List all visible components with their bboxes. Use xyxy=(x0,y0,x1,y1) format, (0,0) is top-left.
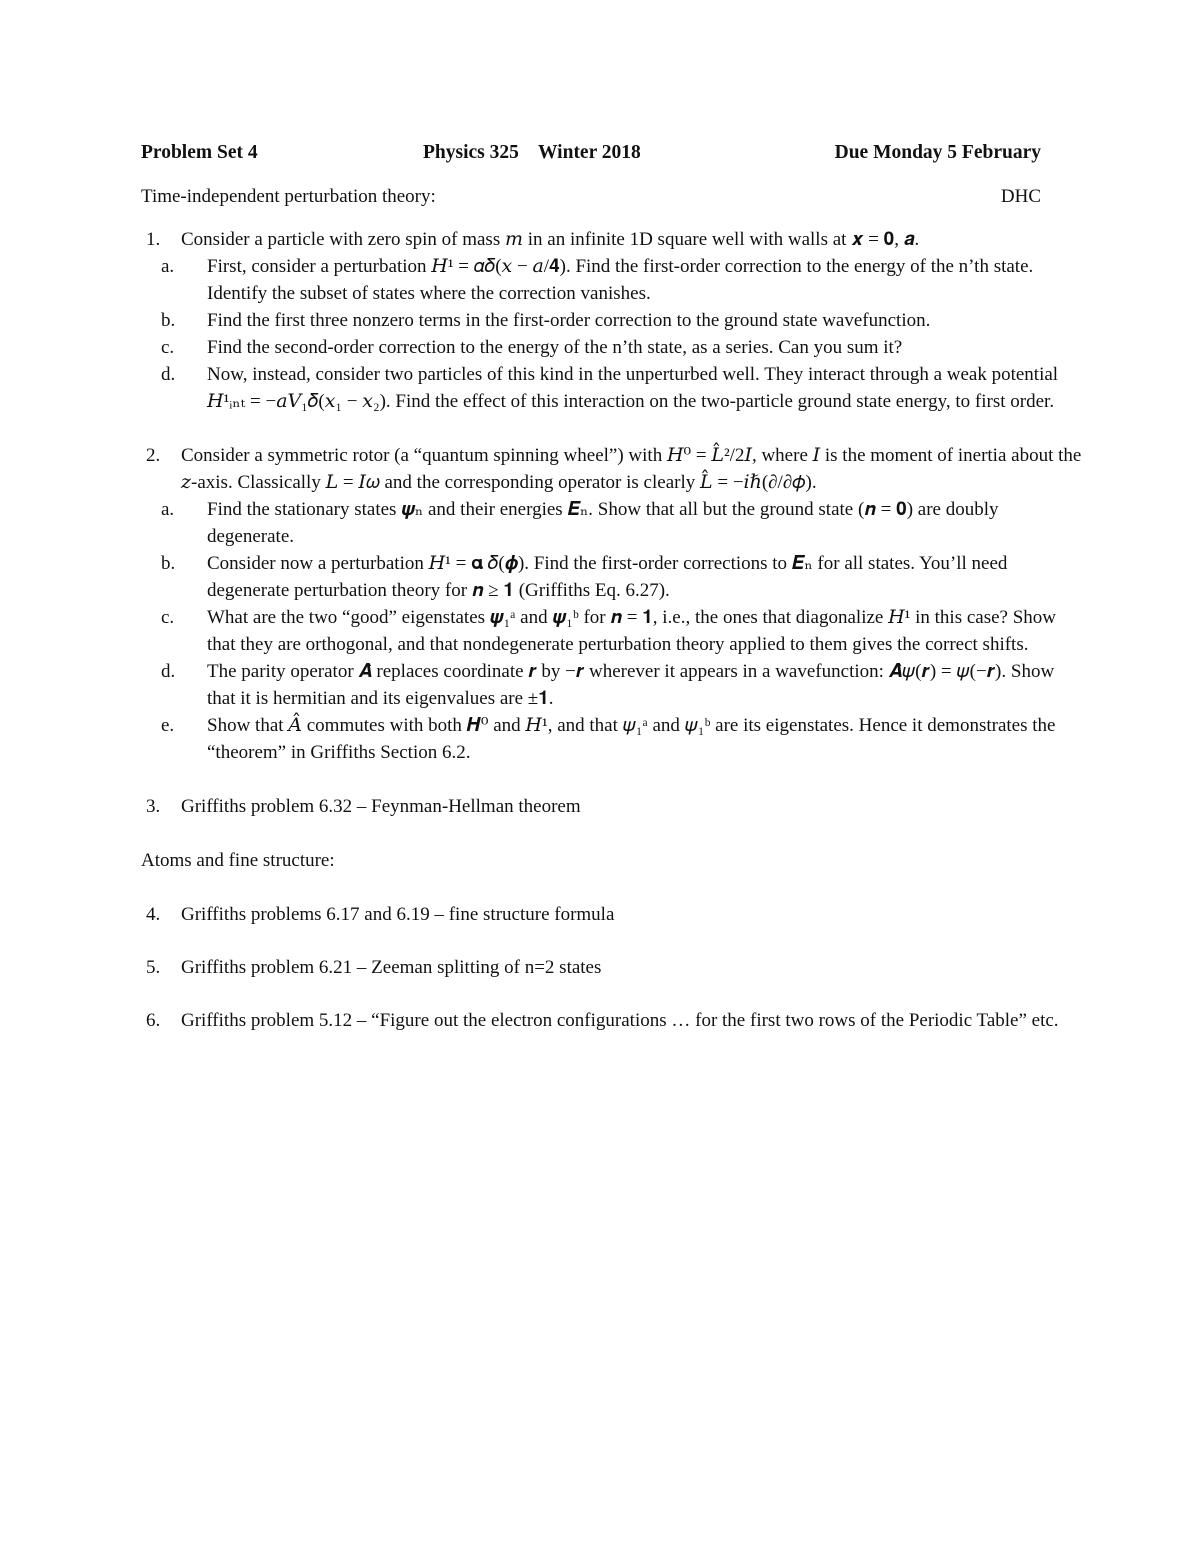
part-label: c. xyxy=(161,337,175,358)
spacer xyxy=(141,928,1086,954)
problem-2-part-c xyxy=(136,604,1086,658)
section-heading-perturbation xyxy=(141,186,1041,212)
problem-3 xyxy=(141,793,1086,820)
problem-number: 5. xyxy=(146,957,161,978)
header-problem-set: Problem Set 4 xyxy=(141,142,258,163)
problem-number: 4. xyxy=(146,904,161,925)
problem-list xyxy=(141,226,1086,1034)
spacer xyxy=(141,820,1086,847)
section-title: Time-independent perturbation theory: xyxy=(141,186,436,207)
spacer xyxy=(141,415,1086,442)
problem-text: Griffiths problem 6.21 – Zeeman splitting of n=2 states xyxy=(181,957,602,978)
header-due-date: Due Monday 5 February xyxy=(834,142,1041,163)
problem-number: 1. xyxy=(146,229,161,250)
part-label: b. xyxy=(161,310,176,331)
problem-1-part-b xyxy=(136,307,1086,334)
part-text: What are the two “good” eigenstates 𝝍₁ᵃ and 𝝍₁ᵇ for 𝒏 = 𝟏, i.e., the ones that diagonalize 𝐻¹ in this case? Show that they are orthogonal, and that nondegenerate perturbation theory applied to them gives the correct shifts. xyxy=(207,607,1056,655)
part-text: Find the second-order correction to the energy of the n’th state, as a series. Can you sum it? xyxy=(207,337,903,358)
part-label: a. xyxy=(161,499,175,520)
problem-2-part-e xyxy=(136,712,1086,766)
part-text: First, consider a perturbation 𝐻¹ = 𝛼𝛿(𝑥 − 𝑎/𝟒). Find the first-order correction to the energy of the n’th state. Identify the subset of states where the correction vanishes. xyxy=(207,256,1034,304)
part-text: Consider now a perturbation 𝐻¹ = 𝛂 𝛿(𝝓). Find the first-order corrections to 𝑬ₙ for all states. You’ll need degenerate perturbation theory for 𝒏 ≥ 𝟏 (Griffiths Eq. 6.27). xyxy=(207,553,1008,601)
part-text: Show that 𝐴̂ commutes with both 𝑯⁰ and 𝐻¹, and that 𝜓₁ᵃ and 𝜓₁ᵇ are its eigenstates. Hence it demonstrates the “theorem” in Griffiths Section 6.2. xyxy=(207,715,1056,763)
problem-1 xyxy=(141,226,1086,253)
problem-text: Griffiths problem 5.12 – “Figure out the electron configurations … for the first two rows of the Periodic Table” etc. xyxy=(181,1010,1059,1031)
author-initials: DHC xyxy=(1000,186,1041,207)
part-text: The parity operator 𝑨̂ replaces coordinate 𝒓 by −𝒓 wherever it appears in a wavefunction: 𝑨̂𝜓(𝒓) = 𝜓(−𝒓). Show that it is hermitian and its eigenvalues are ±𝟏. xyxy=(207,661,1055,709)
part-label: d. xyxy=(161,661,176,682)
header-course: Physics 325 Winter 2018 xyxy=(423,142,641,163)
spacer xyxy=(141,981,1086,1007)
problem-number: 2. xyxy=(146,445,161,466)
problem-1-part-c xyxy=(136,334,1086,361)
problem-number: 3. xyxy=(146,796,161,817)
spacer xyxy=(141,766,1086,793)
section-heading-atoms: Atoms and fine structure: xyxy=(141,850,335,871)
part-label: c. xyxy=(161,607,175,628)
part-text: Find the stationary states 𝝍ₙ and their energies 𝑬ₙ. Show that all but the ground state (𝒏 = 𝟎) are doubly degenerate. xyxy=(207,499,999,547)
problem-2-part-d xyxy=(136,658,1086,712)
problem-text: Consider a symmetric rotor (a “quantum spinning wheel”) with 𝐻⁰ = 𝐿̂²/2𝐼, where 𝐼 is the moment of inertia about the 𝑧-axis. Classically 𝐿 = 𝐼𝜔 and the corresponding operator is clearly 𝐿̂ = −𝑖ℏ(∂/∂𝜙). xyxy=(181,445,1082,493)
problem-2-part-b xyxy=(136,550,1086,604)
problem-2 xyxy=(141,442,1086,496)
part-text: Find the first three nonzero terms in the first-order correction to the ground state wavefunction. xyxy=(207,310,931,331)
part-label: e. xyxy=(161,715,175,736)
problem-text: Griffiths problems 6.17 and 6.19 – fine structure formula xyxy=(181,904,615,925)
problem-2-part-a xyxy=(136,496,1086,550)
part-label: d. xyxy=(161,364,176,385)
problem-5 xyxy=(141,954,1086,981)
problem-number: 6. xyxy=(146,1010,161,1031)
document-header xyxy=(141,142,1041,168)
spacer xyxy=(141,874,1086,901)
part-text: Now, instead, consider two particles of this kind in the unperturbed well. They interact through a weak potential 𝐻¹ᵢₙₜ = −𝑎𝑉₁𝛿(𝑥₁ − 𝑥₂). Find the effect of this interaction on the two-particle ground state energy, to first order. xyxy=(207,364,1059,412)
problem-text: Consider a particle with zero spin of mass 𝑚 in an infinite 1D square well with walls at 𝒙 = 𝟎, 𝒂. xyxy=(181,229,920,250)
problem-6 xyxy=(141,1007,1086,1034)
part-label: b. xyxy=(161,553,176,574)
problem-1-part-d xyxy=(136,361,1086,415)
part-label: a. xyxy=(161,256,175,277)
problem-1-part-a xyxy=(136,253,1086,307)
problem-4 xyxy=(141,901,1086,928)
problem-text: Griffiths problem 6.32 – Feynman-Hellman theorem xyxy=(181,796,581,817)
